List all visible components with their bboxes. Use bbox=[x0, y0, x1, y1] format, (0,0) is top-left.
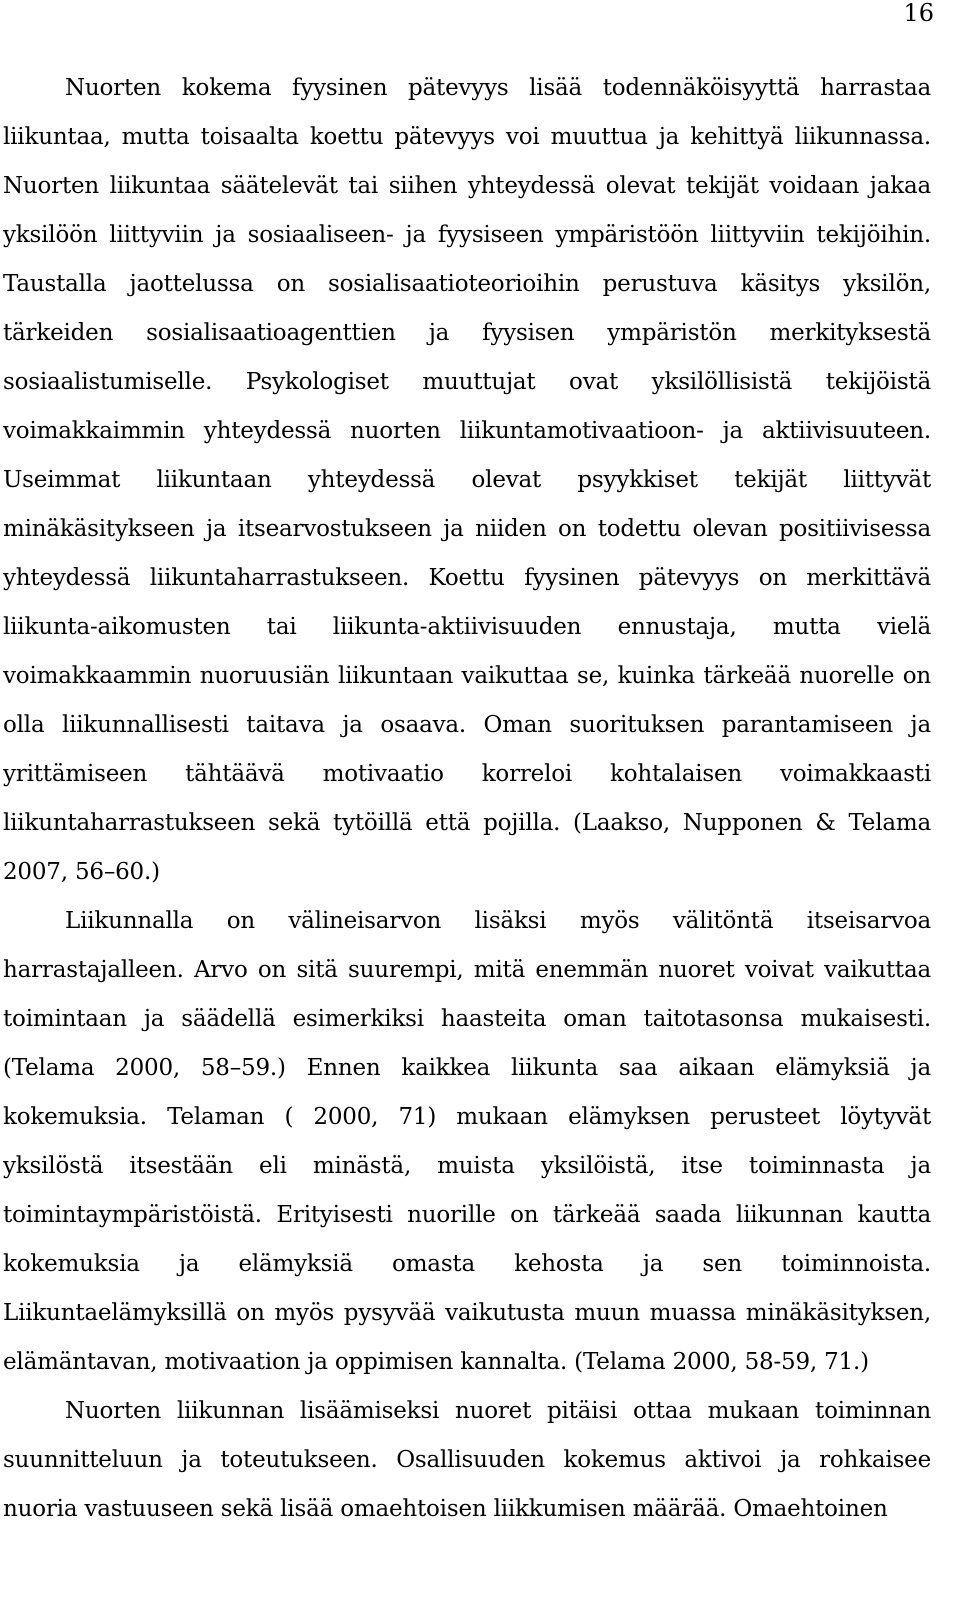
page-number: 16 bbox=[903, 0, 934, 27]
paragraph-intrinsic-value: Liikunnalla on välineisarvon lisäksi myös välitöntä itseisarvoa harrastajalleen. Arvo on sitä suurempi, mitä enemmän nuoret voivat vaikuttaa toimintaan ja säädellä esimerkiksi haasteita oman taitotasonsa mukaisesti. (Telama 2000, 58–59.) Ennen kaikkea liikunta saa aikaan elämyksiä ja kokemuksia. Telaman ( 2000, 71) mukaan elämyksen perusteet löytyvät yksilöstä itsestään eli minästä, muista yksilöistä, itse toiminnasta ja toimintaympäristöistä. Erityisesti nuorille on tärkeää saada liikunnan kautta kokemuksia ja elämyksiä omasta kehosta ja sen toiminnoista. Liikuntaelämyksillä on myös pysyvää vaikutusta muun muassa minäkäsityksen, elämäntavan, motivaation ja oppimisen kannalta. (Telama 2000, 58-59, 71.) bbox=[3, 908, 931, 1375]
paragraph-physical-competence: Nuorten kokema fyysinen pätevyys lisää todennäköisyyttä harrastaa liikuntaa, mutta toisaalta koettu pätevyys voi muuttua ja kehittyä liikunnassa. Nuorten liikuntaa säätelevät tai siihen yhteydessä olevat tekijät voidaan jakaa yksilöön liittyviin ja sosiaaliseen- ja fyysiseen ympäristöön liittyviin tekijöihin. Taustalla jaottelussa on sosialisaatioteorioihin perustuva käsitys yksilön, tärkeiden sosialisaatioagenttien ja fyysisen ympäristön merkityksestä sosiaalistumiselle. Psykologiset muuttujat ovat yksilöllisistä tekijöistä voimakkaimmin yhteydessä nuorten liikuntamotivaatioon- ja aktiivisuuteen. Useimmat liikuntaan yhteydessä olevat psyykkiset tekijät liittyvät minäkäsitykseen ja itsearvostukseen ja niiden on todettu olevan positiivisessa yhteydessä liikuntaharrastukseen. Koettu fyysinen pätevyys on merkittävä liikunta-aikomusten tai liikunta-aktiivisuuden ennustaja, mutta vielä voimakkaammin nuoruusiän liikuntaan vaikuttaa se, kuinka tärkeää nuorelle on olla liikunnallisesti taitava ja osaava. Oman suorituksen parantamiseen ja yrittämiseen tähtäävä motivaatio korreloi kohtalaisen voimakkaasti liikuntaharrastukseen sekä tytöillä että pojilla. (Laakso, Nupponen & Telama 2007, 56–60.) bbox=[3, 75, 931, 885]
paragraph-youth-participation: Nuorten liikunnan lisäämiseksi nuoret pitäisi ottaa mukaan toiminnan suunnitteluun ja toteutukseen. Osallisuuden kokemus aktivoi ja rohkaisee nuoria vastuuseen sekä lisää omaehtoisen liikkumisen määrää. Omaehtoinen bbox=[3, 1398, 931, 1522]
body-text bbox=[3, 64, 931, 1534]
